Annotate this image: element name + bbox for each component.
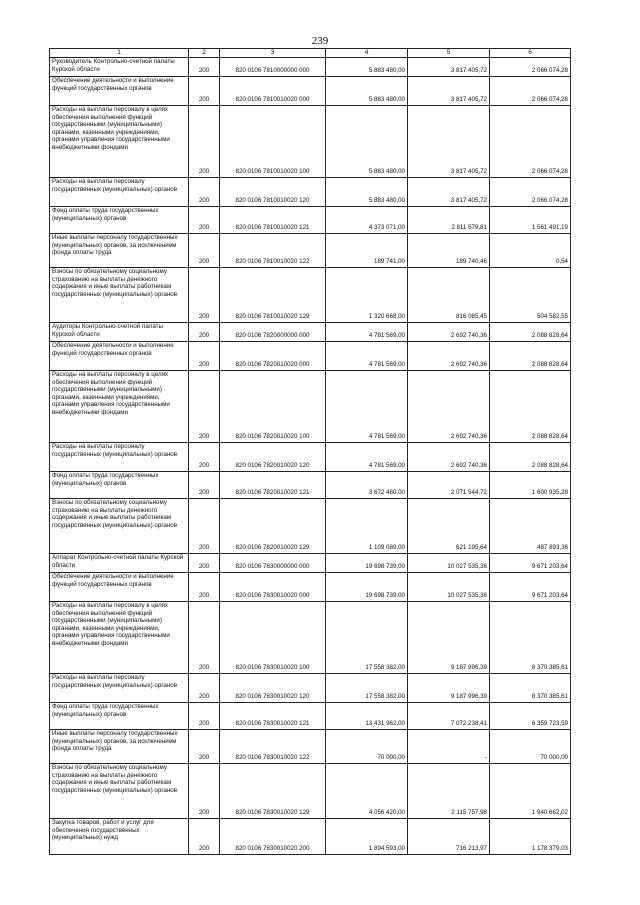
column-number-row xyxy=(50,49,571,58)
row-description: Фонд оплаты труда государственных (муниципальных) органов xyxy=(50,703,189,730)
row-unexecuted-amount: 1 178 379,03 xyxy=(490,819,571,855)
row-budget-classification-code: 820 0106 7820010020 121 xyxy=(220,472,326,499)
row-executed-amount: 7 072 238,41 xyxy=(408,703,490,730)
row-executed-amount: 2 071 544,72 xyxy=(408,472,490,499)
row-budget-classification-code: 820 0106 7810010020 121 xyxy=(220,207,326,234)
row-description: Иные выплаты персоналу государственных (муниципальных) органов, за исключением фонда оплаты труда xyxy=(50,730,189,764)
row-line-code: 200 xyxy=(189,58,220,77)
row-unexecuted-amount: 0,54 xyxy=(490,234,571,268)
table-row xyxy=(50,342,571,371)
table-row xyxy=(50,323,571,342)
row-line-code: 200 xyxy=(189,371,220,443)
row-executed-amount: 3 817 405,72 xyxy=(408,58,490,77)
row-approved-amount: 5 883 480,00 xyxy=(326,178,408,207)
row-unexecuted-amount: 2 088 828,64 xyxy=(490,323,571,342)
row-executed-amount: 3 817 405,72 xyxy=(408,178,490,207)
row-executed-amount: 2 692 740,36 xyxy=(408,443,490,472)
row-approved-amount: 4 781 569,00 xyxy=(326,342,408,371)
row-executed-amount: 2 115 757,98 xyxy=(408,764,490,819)
row-line-code: 200 xyxy=(189,268,220,323)
row-executed-amount: 9 187 996,39 xyxy=(408,602,490,674)
row-unexecuted-amount: 6 359 723,59 xyxy=(490,703,571,730)
row-line-code: 200 xyxy=(189,554,220,573)
row-line-code: 200 xyxy=(189,323,220,342)
row-executed-amount: 816 085,45 xyxy=(408,268,490,323)
row-budget-classification-code: 820 0106 7830010020 100 xyxy=(220,602,326,674)
table-row xyxy=(50,819,571,855)
row-budget-classification-code: 820 0106 7830010020 120 xyxy=(220,674,326,703)
row-line-code: 200 xyxy=(189,342,220,371)
row-approved-amount: 70 000,00 xyxy=(326,730,408,764)
table-row xyxy=(50,234,571,268)
table-row xyxy=(50,499,571,554)
row-budget-classification-code: 820 0106 7830010020 121 xyxy=(220,703,326,730)
row-description: Обеспечение деятельности и выполнение функций государственных органов xyxy=(50,573,189,602)
row-unexecuted-amount: 2 088 828,64 xyxy=(490,443,571,472)
row-unexecuted-amount: 2 066 074,28 xyxy=(490,58,571,77)
row-approved-amount: 17 558 382,00 xyxy=(326,602,408,674)
row-description: Фонд оплаты труда государственных (муниципальных) органов xyxy=(50,472,189,499)
row-executed-amount: 2 811 579,81 xyxy=(408,207,490,234)
row-description: Иные выплаты персоналу государственных (муниципальных) органов, за исключением фонда оплаты труда xyxy=(50,234,189,268)
row-budget-classification-code: 820 0106 7830010020 122 xyxy=(220,730,326,764)
table-row xyxy=(50,554,571,573)
page-number: 239 xyxy=(311,35,329,47)
row-approved-amount: 1 109 089,00 xyxy=(326,499,408,554)
row-executed-amount: 2 692 740,36 xyxy=(408,323,490,342)
row-description: Расходы на выплаты персоналу в целях обеспечения выполнения функций государственными (муниципальными) органами, казенными учреждениями, органами управления государственными внебюджетными фондами xyxy=(50,602,189,674)
row-line-code: 200 xyxy=(189,674,220,703)
table-row xyxy=(50,106,571,178)
table-row xyxy=(50,674,571,703)
row-approved-amount: 3 672 480,00 xyxy=(326,472,408,499)
row-executed-amount: 10 027 535,36 xyxy=(408,554,490,573)
row-unexecuted-amount: 1 600 935,28 xyxy=(490,472,571,499)
row-executed-amount: 10 027 535,36 xyxy=(408,573,490,602)
row-line-code: 200 xyxy=(189,443,220,472)
row-description: Обеспечение деятельности и выполнение функций государственных органов xyxy=(50,77,189,106)
row-line-code: 200 xyxy=(189,472,220,499)
row-unexecuted-amount: 2 066 074,28 xyxy=(490,178,571,207)
row-line-code: 200 xyxy=(189,819,220,855)
row-unexecuted-amount: 9 671 203,64 xyxy=(490,573,571,602)
table-row xyxy=(50,602,571,674)
row-unexecuted-amount: 2 066 074,28 xyxy=(490,106,571,178)
row-executed-amount: 3 817 405,72 xyxy=(408,77,490,106)
col-header-5: 5 xyxy=(408,49,490,58)
row-budget-classification-code: 820 0106 7810010020 120 xyxy=(220,178,326,207)
row-line-code: 200 xyxy=(189,77,220,106)
table-row xyxy=(50,443,571,472)
row-budget-classification-code: 820 0106 7830010020 000 xyxy=(220,573,326,602)
row-budget-classification-code: 820 0106 7820010020 000 xyxy=(220,342,326,371)
row-budget-classification-code: 820 0106 7830010020 129 xyxy=(220,764,326,819)
row-description: Взносы по обязательному социальному страхованию на выплаты денежного содержания и иные выплаты работникам государственных (муниципальных) органов xyxy=(50,764,189,819)
col-header-1: 1 xyxy=(50,49,189,58)
col-header-3: 3 xyxy=(220,49,326,58)
row-description: Расходы на выплаты персоналу государственных (муниципальных) органов xyxy=(50,178,189,207)
budget-table xyxy=(49,48,571,855)
row-line-code: 200 xyxy=(189,764,220,819)
row-line-code: 200 xyxy=(189,573,220,602)
row-unexecuted-amount: 1 940 662,02 xyxy=(490,764,571,819)
row-unexecuted-amount: 504 582,55 xyxy=(490,268,571,323)
row-budget-classification-code: 820 0106 7810000000 000 xyxy=(220,58,326,77)
row-budget-classification-code: 820 0106 7830000000 000 xyxy=(220,554,326,573)
row-description: Обеспечение деятельности и выполнение функций государственных органов xyxy=(50,342,189,371)
col-header-4: 4 xyxy=(326,49,408,58)
row-description: Расходы на выплаты персоналу государственных (муниципальных) органов xyxy=(50,443,189,472)
table-row xyxy=(50,268,571,323)
table-row xyxy=(50,573,571,602)
row-description: Руководитель Контрольно-счетной палаты Курской области xyxy=(50,58,189,77)
row-approved-amount: 189 741,00 xyxy=(326,234,408,268)
row-approved-amount: 13 431 962,00 xyxy=(326,703,408,730)
row-approved-amount: 17 558 382,00 xyxy=(326,674,408,703)
row-budget-classification-code: 820 0106 7820010020 129 xyxy=(220,499,326,554)
row-line-code: 200 xyxy=(189,730,220,764)
row-line-code: 200 xyxy=(189,106,220,178)
row-executed-amount: 621 195,64 xyxy=(408,499,490,554)
row-unexecuted-amount: 2 088 828,64 xyxy=(490,342,571,371)
row-description: Аудиторы Контрольно-счетной палаты Курской области xyxy=(50,323,189,342)
col-header-2: 2 xyxy=(189,49,220,58)
row-approved-amount: 1 894 593,00 xyxy=(326,819,408,855)
row-unexecuted-amount: 1 561 491,19 xyxy=(490,207,571,234)
row-unexecuted-amount: 70 000,00 xyxy=(490,730,571,764)
row-budget-classification-code: 820 0106 7820000000 000 xyxy=(220,323,326,342)
row-approved-amount: 4 781 569,00 xyxy=(326,323,408,342)
row-line-code: 200 xyxy=(189,178,220,207)
row-approved-amount: 5 883 480,00 xyxy=(326,77,408,106)
row-line-code: 200 xyxy=(189,207,220,234)
row-budget-classification-code: 820 0106 7810010020 122 xyxy=(220,234,326,268)
row-approved-amount: 19 698 739,00 xyxy=(326,554,408,573)
row-approved-amount: 4 781 569,00 xyxy=(326,371,408,443)
row-unexecuted-amount: 8 370 385,61 xyxy=(490,602,571,674)
row-executed-amount: 3 817 405,72 xyxy=(408,106,490,178)
row-description: Фонд оплаты труда государственных (муниципальных) органов xyxy=(50,207,189,234)
row-description: Расходы на выплаты персоналу в целях обеспечения выполнения функций государственными (муниципальными) органами, казенными учреждениями, органами управления государственными внебюджетными фондами xyxy=(50,371,189,443)
table-row xyxy=(50,77,571,106)
row-description: Аппарат Контрольно-счетной палаты Курской области xyxy=(50,554,189,573)
row-approved-amount: 4 056 420,00 xyxy=(326,764,408,819)
row-description: Расходы на выплаты персоналу в целях обеспечения выполнения функций государственными (муниципальными) органами, казенными учреждениями, органами управления государственными внебюджетными фондами xyxy=(50,106,189,178)
row-executed-amount: - xyxy=(408,730,490,764)
row-unexecuted-amount: 2 066 074,28 xyxy=(490,77,571,106)
row-approved-amount: 1 320 668,00 xyxy=(326,268,408,323)
row-unexecuted-amount: 9 671 203,64 xyxy=(490,554,571,573)
row-executed-amount: 2 692 740,36 xyxy=(408,371,490,443)
row-unexecuted-amount: 8 370 385,61 xyxy=(490,674,571,703)
row-executed-amount: 9 187 996,39 xyxy=(408,674,490,703)
row-approved-amount: 4 781 569,00 xyxy=(326,443,408,472)
row-executed-amount: 2 692 740,36 xyxy=(408,342,490,371)
row-unexecuted-amount: 2 088 828,64 xyxy=(490,371,571,443)
row-line-code: 200 xyxy=(189,499,220,554)
row-approved-amount: 5 883 480,00 xyxy=(326,106,408,178)
row-line-code: 200 xyxy=(189,703,220,730)
table-row xyxy=(50,371,571,443)
row-line-code: 200 xyxy=(189,234,220,268)
table-row xyxy=(50,764,571,819)
row-description: Взносы по обязательному социальному страхованию на выплаты денежного содержания и иные выплаты работникам государственных (муниципальных) органов xyxy=(50,499,189,554)
table-row xyxy=(50,178,571,207)
col-header-6: 6 xyxy=(490,49,571,58)
row-description: Взносы по обязательному социальному страхованию на выплаты денежного содержания и иные выплаты работникам государственных (муниципальных) органов xyxy=(50,268,189,323)
row-description: Расходы на выплаты персоналу государственных (муниципальных) органов xyxy=(50,674,189,703)
row-budget-classification-code: 820 0106 7810010020 100 xyxy=(220,106,326,178)
table-row xyxy=(50,58,571,77)
row-executed-amount: 189 740,46 xyxy=(408,234,490,268)
table-row xyxy=(50,703,571,730)
row-budget-classification-code: 820 0106 7820010020 120 xyxy=(220,443,326,472)
row-budget-classification-code: 820 0106 7830010020 200 xyxy=(220,819,326,855)
table-row xyxy=(50,472,571,499)
row-line-code: 200 xyxy=(189,602,220,674)
row-description: Закупка товаров, работ и услуг для обеспечения государственных (муниципальных) нужд xyxy=(50,819,189,855)
row-budget-classification-code: 820 0106 7810010020 129 xyxy=(220,268,326,323)
row-executed-amount: 716 213,97 xyxy=(408,819,490,855)
table-row xyxy=(50,730,571,764)
row-budget-classification-code: 820 0106 7810010020 000 xyxy=(220,77,326,106)
row-unexecuted-amount: 487 893,36 xyxy=(490,499,571,554)
row-budget-classification-code: 820 0106 7820010020 100 xyxy=(220,371,326,443)
row-approved-amount: 19 698 739,00 xyxy=(326,573,408,602)
row-approved-amount: 4 373 071,00 xyxy=(326,207,408,234)
table-row xyxy=(50,207,571,234)
row-approved-amount: 5 883 480,00 xyxy=(326,58,408,77)
